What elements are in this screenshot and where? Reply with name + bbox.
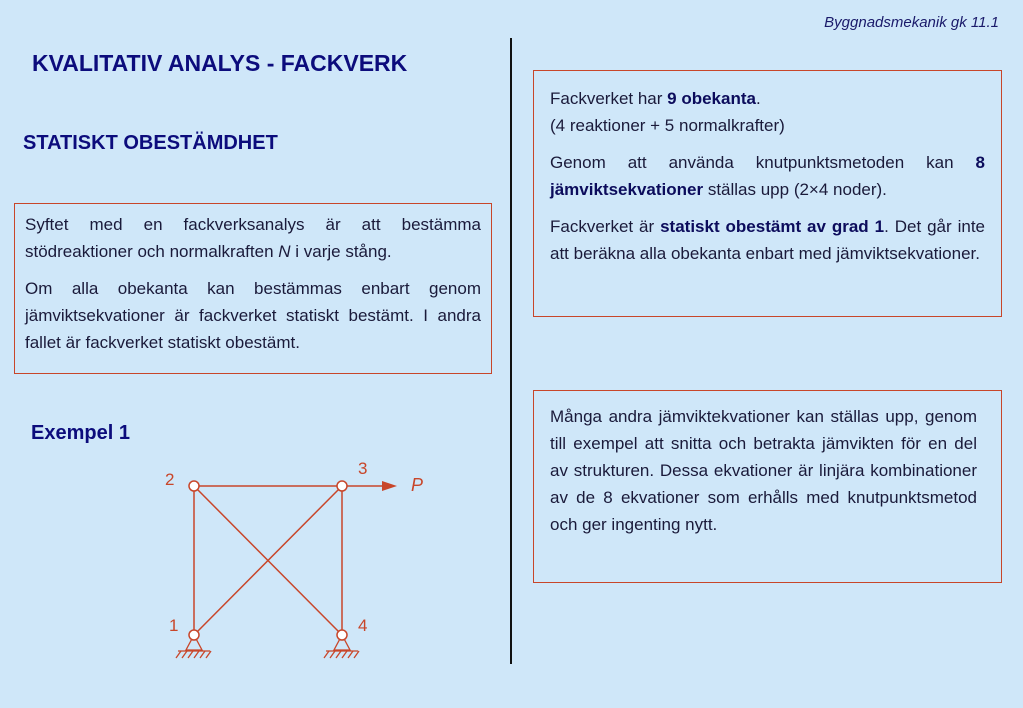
load-label-p: P — [411, 475, 424, 495]
purpose-box — [14, 203, 492, 374]
more-equations-text: Många andra jämviktekvationer kan ställas upp, genom till exempel att snitta och betrakta jämvikten för en del av strukturen. Dessa ekvationer är linjära kombinationer av de 8 ekvationer som erhålls med knutpunktsmetod och ger ingenting nytt. — [550, 407, 977, 534]
course-reference: Byggnadsmekanik gk 11.1 — [824, 14, 999, 31]
purpose-paragraph-1: Syftet med en fackverksanalys är att bestämma stödreaktioner och normalkraften N i varje stång. — [25, 215, 481, 261]
page-title: KVALITATIV ANALYS - FACKVERK — [32, 50, 408, 76]
truss-node-4 — [337, 630, 347, 640]
normal-force-symbol: N — [278, 242, 291, 261]
truss-node-2 — [189, 481, 199, 491]
truss-node-3 — [337, 481, 347, 491]
column-divider — [510, 38, 512, 664]
example-title: Exempel 1 — [31, 422, 130, 444]
node-label-2: 2 — [165, 470, 175, 489]
more-equations-box — [533, 390, 1002, 583]
purpose-paragraph-2: Om alla obekanta kan bestämmas enbart genom jämviktsekvationer är fackverket statiskt bestämt. I andra fallet är fackverket statiskt obestämt. — [25, 279, 481, 352]
facts-paragraph-3: Fackverket är statiskt obestämt av grad 1. Det går inte att beräkna alla obekanta enbart med jämviktsekvationer. — [550, 217, 985, 263]
facts-box — [533, 70, 1002, 317]
node-label-3: 3 — [358, 459, 368, 478]
section-title: STATISKT OBESTÄMDHET — [23, 132, 278, 154]
node-label-1: 1 — [169, 616, 179, 635]
truss-diagram — [150, 445, 450, 670]
facts-paragraph-2: Genom att använda knutpunktsmetoden kan 8 jämviktsekvationer ställas upp (2×4 noder). — [550, 153, 985, 199]
facts-paragraph-1: Fackverket har 9 obekanta. (4 reaktioner + 5 normalkrafter) — [550, 89, 785, 135]
truss-node-1 — [189, 630, 199, 640]
load-arrow-head — [382, 481, 397, 491]
node-label-4: 4 — [358, 616, 368, 635]
